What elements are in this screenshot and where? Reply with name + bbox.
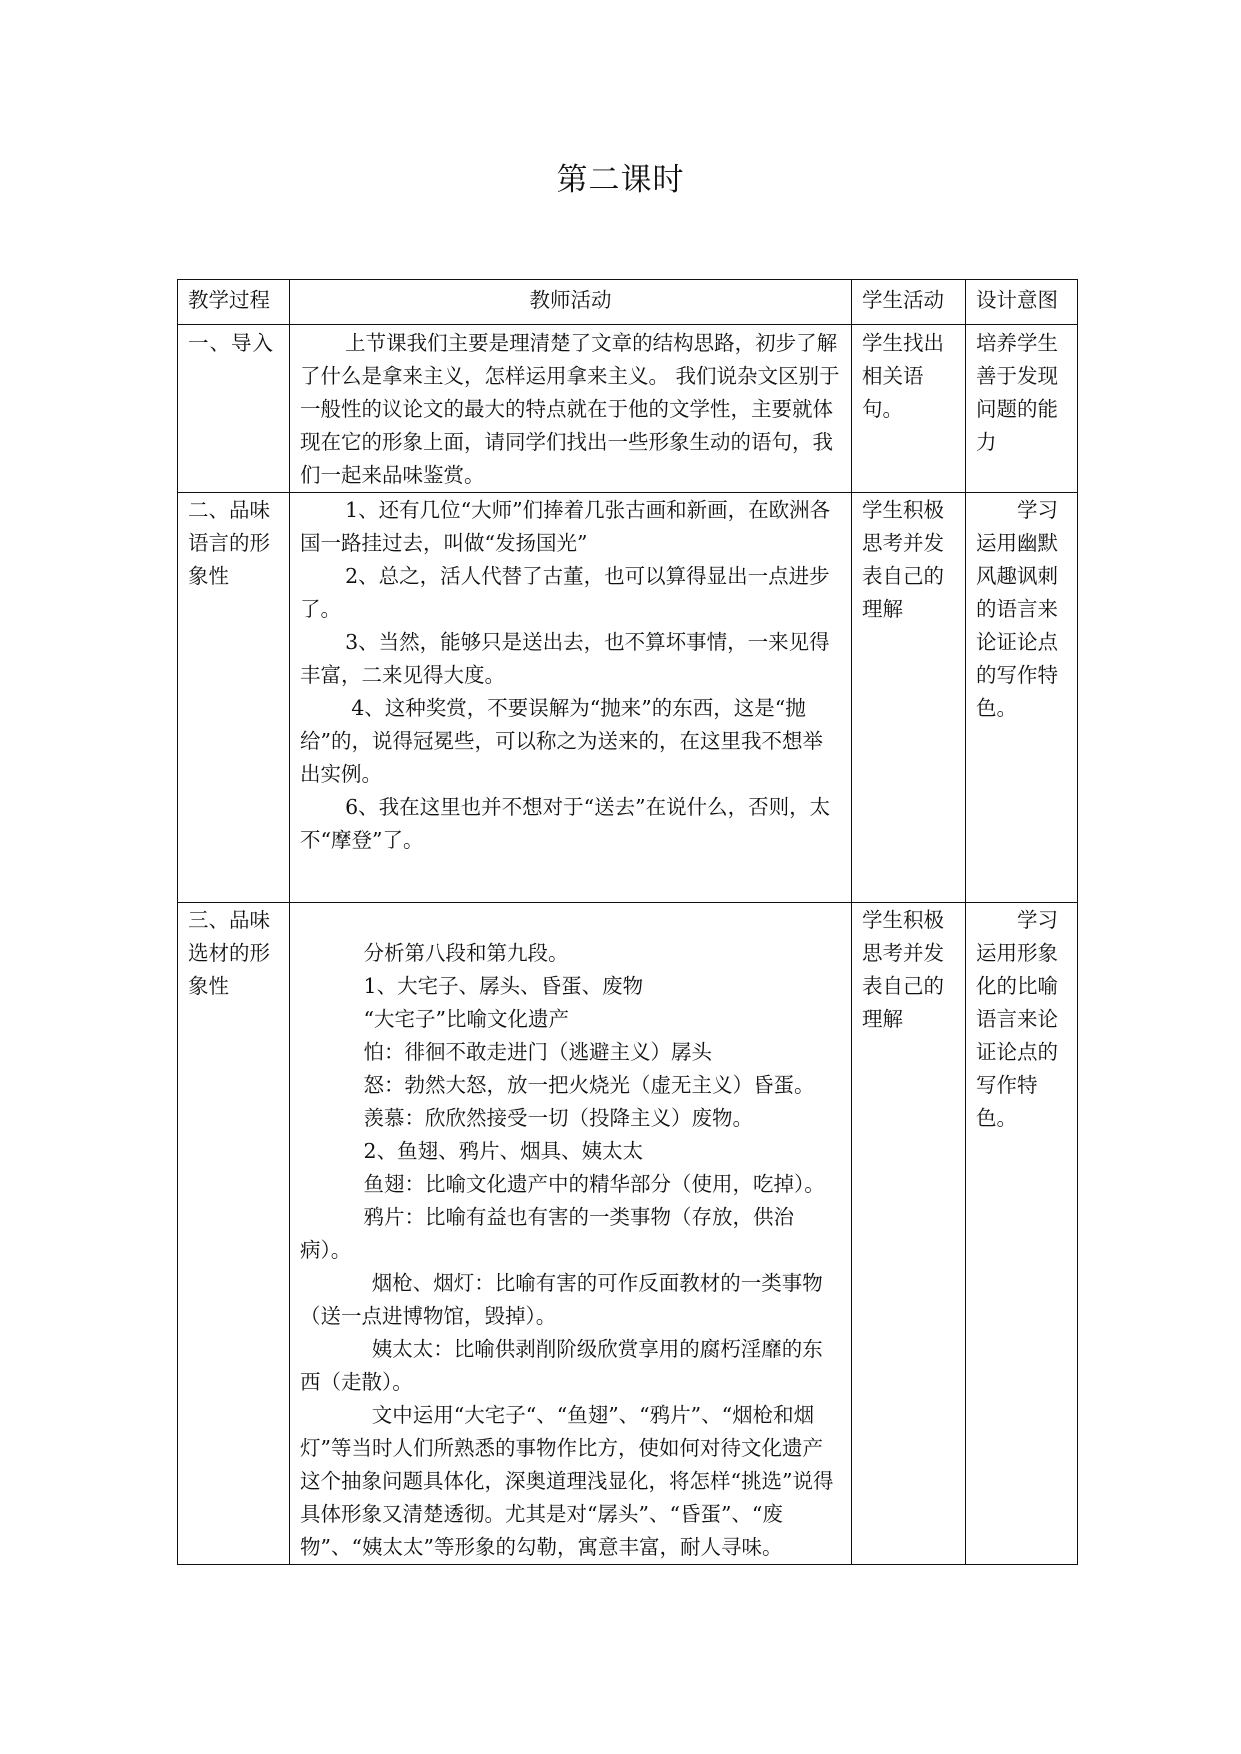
list-item: “大宅子”比喻文化遗产	[363, 1007, 570, 1031]
lesson-plan-table	[177, 279, 1078, 1565]
stage-cell: 三、品味选材的形象性	[178, 903, 290, 1565]
list-item: 姨太太：比喻供剥削阶级欣赏享用的腐朽淫靡的东西（走散）。	[300, 1337, 823, 1394]
teacher-activity-cell	[290, 325, 852, 493]
teacher-paragraph: 2、总之，活人代替了古董，也可以算得显出一点进步了。	[300, 564, 830, 621]
student-activity-cell: 学生积极思考并发表自己的理解	[852, 903, 966, 1565]
list-item: 羡慕：欣欣然接受一切（投降主义）废物。	[363, 1106, 754, 1130]
header-teacher-activity: 教师活动	[290, 280, 852, 325]
header-design-intent: 设计意图	[966, 280, 1078, 325]
design-intent-cell	[966, 493, 1078, 903]
design-intent-text: 学习运用形象化的比喻语言来论证论点的写作特色。	[976, 908, 1058, 1130]
list-item: 鱼翅：比喻文化遗产中的精华部分（使用，吃掉）。	[363, 1172, 825, 1196]
table-row	[178, 903, 1078, 1565]
student-activity-cell: 学生找出相关语句。	[852, 325, 966, 493]
header-student-activity: 学生活动	[852, 280, 966, 325]
table-header-row	[178, 280, 1078, 325]
blank-line	[300, 904, 841, 937]
list-item: 怒：勃然大怒，放一把火烧光（虚无主义）昏蛋。	[363, 1073, 815, 1097]
teacher-paragraph: 1、还有几位“大师”们捧着几张古画和新画，在欧洲各国一路挂过去，叫做“发扬国光”	[300, 498, 831, 555]
list-item: 2、鱼翅、鸦片、烟具、姨太太	[363, 1139, 644, 1163]
design-intent-text: 学习运用幽默风趣讽刺的语言来论证论点的写作特色。	[976, 498, 1058, 720]
teacher-activity-cell	[290, 903, 852, 1565]
teacher-paragraph: 上节课我们主要是理清楚了文章的结构思路，初步了解了什么是拿来主义，怎样运用拿来主义。 我们说杂文区别于一般性的议论文的最大的特点就在于他的文学性，主要就体现在它的形象上面，请同学们找出一些形象生动的语句，我们一起来品味鉴赏。	[300, 331, 840, 487]
stage-cell: 二、品味语言的形象性	[178, 493, 290, 903]
student-activity-cell: 学生积极思考并发表自己的理解	[852, 493, 966, 903]
list-item: 怕：徘徊不敢走进门（逃避主义）孱头	[363, 1040, 713, 1064]
list-item: 鸦片：比喻有益也有害的一类事物（存放，供治病）。	[300, 1205, 795, 1262]
stage-cell: 一、导入	[178, 325, 290, 493]
list-item: 烟枪、烟灯：比喻有害的可作反面教材的一类事物（送一点进博物馆，毁掉）。	[300, 1271, 823, 1328]
list-item: 分析第八段和第九段。	[363, 941, 569, 965]
design-intent-cell: 培养学生善于发现问题的能力	[966, 325, 1078, 493]
table-row	[178, 493, 1078, 903]
list-item: 1、大宅子、孱头、昏蛋、废物	[363, 974, 644, 998]
teacher-paragraph: 3、当然，能够只是送出去，也不算坏事情，一来见得丰富，二来见得大度。	[300, 630, 830, 687]
teacher-paragraph: 4、这种奖赏，不要误解为“抛来”的东西，这是“抛给”的，说得冠冕些，可以称之为送来的，在这里我不想举出实例。	[300, 696, 823, 786]
teacher-paragraph: 6、我在这里也并不想对于“送去”在说什么，否则，太不“摩登”了。	[300, 795, 831, 852]
table-row	[178, 325, 1078, 493]
header-stage: 教学过程	[178, 280, 290, 325]
teacher-activity-cell	[290, 493, 852, 903]
teacher-analysis-list	[300, 937, 841, 1564]
design-intent-cell	[966, 903, 1078, 1565]
list-item: 文中运用“大宅子“、“鱼翅”、“鸦片”、“烟枪和烟灯”等当时人们所熟悉的事物作比方，使如何对待文化遗产这个抽象问题具体化，深奥道理浅显化，将怎样“挑选”说得具体形象又清楚透彻。尤其是对“孱头”、“昏蛋”、“废物”、“姨太太”等形象的勾勒，寓意丰富，耐人寻味。	[300, 1403, 834, 1559]
page-title: 第二课时	[556, 162, 685, 198]
